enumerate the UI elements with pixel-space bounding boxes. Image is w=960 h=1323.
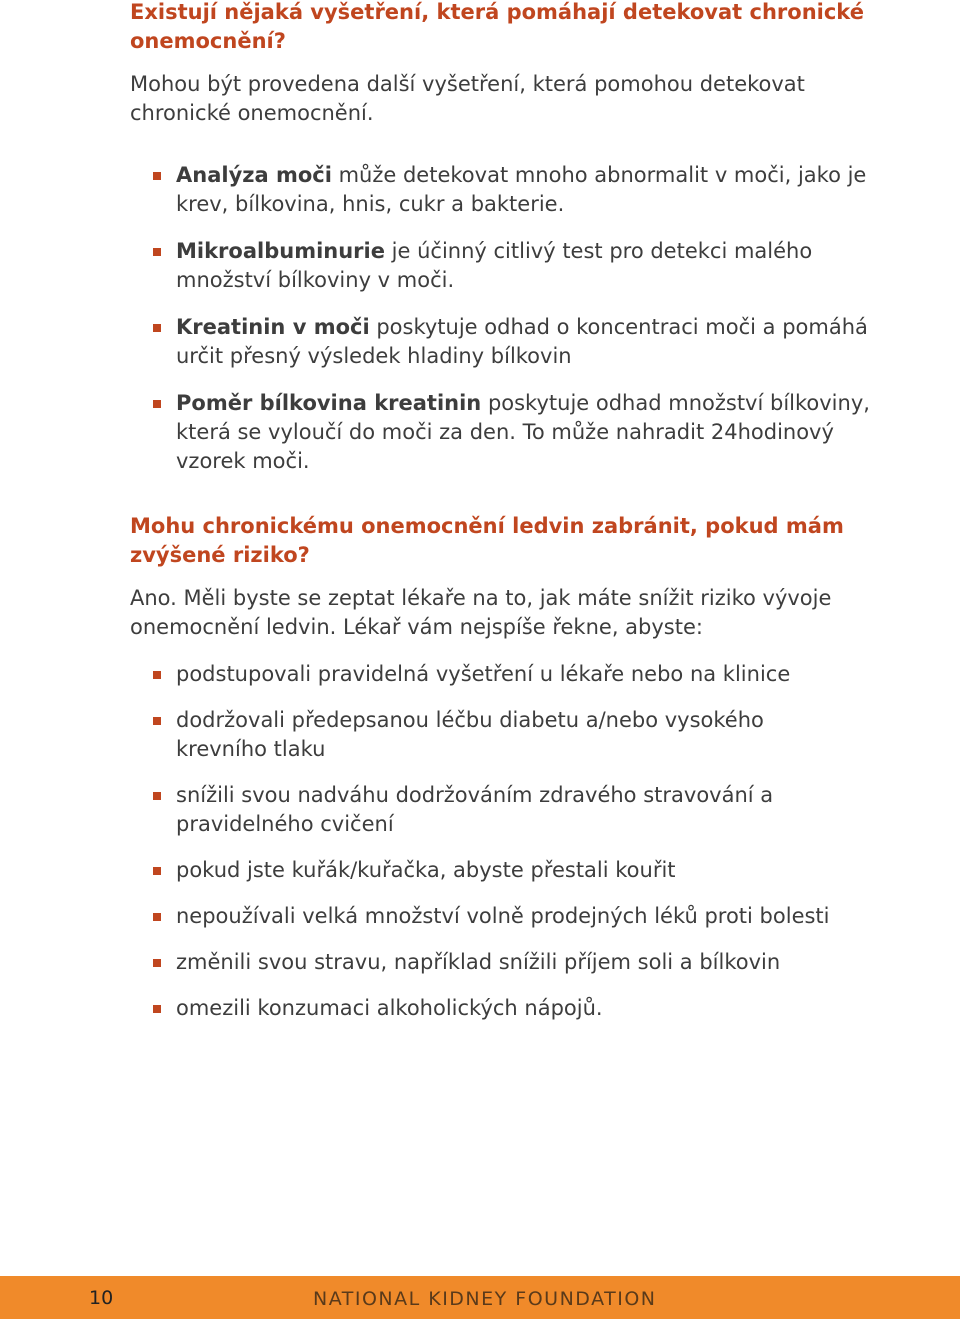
square-bullet-icon [153,324,161,332]
list-item-text: snížili svou nadváhu dodržováním zdravého stravování a pravidelného cvičení [176,783,774,836]
list-item [130,313,900,371]
square-bullet-icon [153,400,161,408]
square-bullet-icon [153,172,161,180]
list-item-term: Mikroalbuminurie [176,239,385,263]
square-bullet-icon [153,959,161,967]
section-heading-prevention: Mohu chronickému onemocnění ledvin zabránit, pokud mám zvýšené riziko? [130,514,844,567]
square-bullet-icon [153,913,161,921]
list-item-text: dodržovali předepsanou léčbu diabetu a/nebo vysokého krevního tlaku [176,708,764,761]
list-item-text: podstupovali pravidelná vyšetření u lékaře nebo na klinice [176,662,791,686]
list-item-text: je účinný citlivý test pro detekci malého množství bílkoviny v moči. [176,239,813,292]
square-bullet-icon [153,867,161,875]
square-bullet-icon [153,717,161,725]
list-item [130,161,900,219]
section-heading-tests: Existují nějaká vyšetření, která pomáhají detekovat chronické onemocnění? [130,0,864,53]
list-item-term: Poměr bílkovina kreatinin [176,391,482,415]
square-bullet-icon [153,671,161,679]
section-intro-prevention: Ano. Měli byste se zeptat lékaře na to, jak máte snížit riziko vývoje onemocnění ledvin. Lékař vám nejspíše řekne, abyste: [130,586,832,639]
list-item-text: pokud jste kuřák/kuřačka, abyste přestali kouřit [176,858,676,882]
list-item [130,856,900,885]
list-item [130,389,900,476]
list-item-term: Kreatinin v moči [176,315,370,339]
list-item [130,948,900,977]
list-item-text: změnili svou stravu, například snížili příjem soli a bílkovin [176,950,781,974]
square-bullet-icon [153,1005,161,1013]
list-item-term: Analýza moči [176,163,332,187]
section-intro-tests: Mohou být provedena další vyšetření, která pomohou detekovat chronické onemocnění. [130,72,805,125]
list-item [130,706,816,764]
footer-organization: NATIONAL KIDNEY FOUNDATION [313,1288,657,1310]
list-item-text: poskytuje odhad množství bílkoviny, která se vyloučí do moči za den. To může nahradit 24hodinový vzorek moči. [176,391,870,473]
list-item [130,781,836,839]
list-item [130,237,900,295]
tests-list [130,161,900,476]
page-number: 10 [89,1287,114,1309]
list-item-text: nepoužívali velká množství volně prodejných léků proti bolesti [176,904,830,928]
list-item [130,660,900,689]
list-item-text: omezili konzumaci alkoholických nápojů. [176,996,603,1020]
page-content [130,0,900,1023]
list-item-text: může detekovat mnoho abnormalit v moči, jako je krev, bílkovina, hnis, cukr a bakterie. [176,163,867,216]
footer-band [0,1276,960,1319]
prevention-list [130,660,900,1023]
square-bullet-icon [153,248,161,256]
list-item [130,994,900,1023]
list-item [130,902,900,931]
square-bullet-icon [153,792,161,800]
list-item-text: poskytuje odhad o koncentraci moči a pomáhá určit přesný výsledek hladiny bílkovin [176,315,868,368]
